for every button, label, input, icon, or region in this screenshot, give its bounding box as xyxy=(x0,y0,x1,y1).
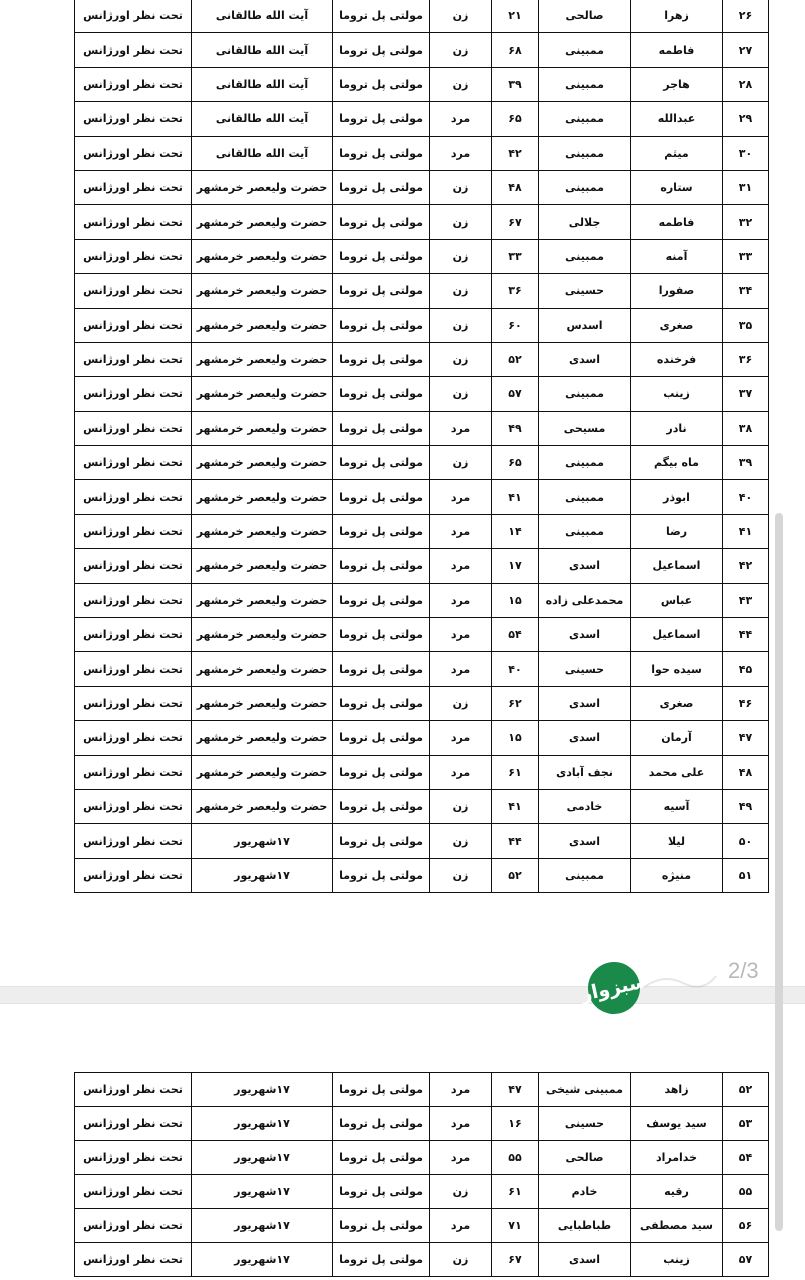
cell-first-name: سید مصطفی xyxy=(631,1209,723,1243)
cell-diagnosis: مولتی پل تروما xyxy=(333,1243,430,1277)
cell-hospital: آیت الله طالقانی xyxy=(192,136,333,170)
cell-age: ۴۹ xyxy=(492,411,539,445)
cell-diagnosis: مولتی پل تروما xyxy=(333,1175,430,1209)
cell-age: ۵۴ xyxy=(492,618,539,652)
cell-status: تحت نظر اورژانس xyxy=(75,1175,192,1209)
cell-age: ۵۵ xyxy=(492,1141,539,1175)
cell-diagnosis: مولتی پل تروما xyxy=(333,549,430,583)
cell-hospital: ۱۷شهریور xyxy=(192,1107,333,1141)
cell-diagnosis: مولتی پل تروما xyxy=(333,858,430,892)
casualty-table-top xyxy=(74,0,769,893)
cell-gender: مرد xyxy=(430,1141,492,1175)
table-row xyxy=(75,652,769,686)
cell-diagnosis: مولتی پل تروما xyxy=(333,480,430,514)
cell-gender: مرد xyxy=(430,721,492,755)
cell-last-name: حسینی xyxy=(539,1107,631,1141)
cell-diagnosis: مولتی پل تروما xyxy=(333,308,430,342)
cell-last-name: نجف آبادی xyxy=(539,755,631,789)
cell-gender: زن xyxy=(430,33,492,67)
cell-diagnosis: مولتی پل تروما xyxy=(333,342,430,376)
cell-hospital: ۱۷شهریور xyxy=(192,1209,333,1243)
cell-last-name: اسدی xyxy=(539,824,631,858)
cell-status: تحت نظر اورژانس xyxy=(75,1209,192,1243)
cell-last-name: ممبینی xyxy=(539,239,631,273)
cell-status: تحت نظر اورژانس xyxy=(75,0,192,33)
cell-first-name: صغری xyxy=(631,686,723,720)
cell-first-name: نادر xyxy=(631,411,723,445)
cell-diagnosis: مولتی پل تروما xyxy=(333,102,430,136)
table-row xyxy=(75,239,769,273)
cell-status: تحت نظر اورژانس xyxy=(75,136,192,170)
cell-hospital: حضرت ولیعصر خرمشهر xyxy=(192,170,333,204)
cell-hospital: حضرت ولیعصر خرمشهر xyxy=(192,755,333,789)
cell-row-number: ۳۸ xyxy=(723,411,769,445)
cell-first-name: سیده حوا xyxy=(631,652,723,686)
table-row xyxy=(75,446,769,480)
cell-last-name: ممبینی xyxy=(539,136,631,170)
cell-last-name: صالحی xyxy=(539,0,631,33)
cell-diagnosis: مولتی پل تروما xyxy=(333,170,430,204)
cell-hospital: آیت الله طالقانی xyxy=(192,0,333,33)
cell-row-number: ۴۴ xyxy=(723,618,769,652)
cell-row-number: ۴۹ xyxy=(723,789,769,823)
cell-hospital: ۱۷شهریور xyxy=(192,1243,333,1277)
cell-first-name: فرخنده xyxy=(631,342,723,376)
cell-row-number: ۲۶ xyxy=(723,0,769,33)
cell-row-number: ۳۳ xyxy=(723,239,769,273)
cell-hospital: ۱۷شهریور xyxy=(192,824,333,858)
cell-row-number: ۵۴ xyxy=(723,1141,769,1175)
table-row xyxy=(75,618,769,652)
cell-age: ۱۷ xyxy=(492,549,539,583)
cell-first-name: منیژه xyxy=(631,858,723,892)
cell-last-name: جلالی xyxy=(539,205,631,239)
cell-age: ۶۲ xyxy=(492,686,539,720)
cell-row-number: ۳۵ xyxy=(723,308,769,342)
table-row xyxy=(75,858,769,892)
cell-last-name: ممبینی xyxy=(539,170,631,204)
cell-age: ۳۶ xyxy=(492,274,539,308)
cell-status: تحت نظر اورژانس xyxy=(75,514,192,548)
cell-last-name: محمدعلی زاده xyxy=(539,583,631,617)
cell-diagnosis: مولتی پل تروما xyxy=(333,411,430,445)
cell-row-number: ۴۰ xyxy=(723,480,769,514)
cell-row-number: ۵۳ xyxy=(723,1107,769,1141)
cell-first-name: علی محمد xyxy=(631,755,723,789)
cell-row-number: ۴۳ xyxy=(723,583,769,617)
cell-hospital: ۱۷شهریور xyxy=(192,858,333,892)
cell-gender: مرد xyxy=(430,480,492,514)
cell-first-name: صغری xyxy=(631,308,723,342)
cell-row-number: ۴۵ xyxy=(723,652,769,686)
cell-last-name: ممبینی شیخی xyxy=(539,1073,631,1107)
cell-first-name: زینب xyxy=(631,377,723,411)
cell-first-name: ماه بیگم xyxy=(631,446,723,480)
cell-first-name: زینب xyxy=(631,1243,723,1277)
cell-row-number: ۳۱ xyxy=(723,170,769,204)
cell-gender: زن xyxy=(430,0,492,33)
cell-hospital: حضرت ولیعصر خرمشهر xyxy=(192,411,333,445)
cell-diagnosis: مولتی پل تروما xyxy=(333,377,430,411)
cell-hospital: حضرت ولیعصر خرمشهر xyxy=(192,205,333,239)
cell-age: ۴۸ xyxy=(492,170,539,204)
casualty-table-body xyxy=(75,1073,769,1277)
cell-first-name: عبدالله xyxy=(631,102,723,136)
cell-hospital: حضرت ولیعصر خرمشهر xyxy=(192,308,333,342)
cell-age: ۶۸ xyxy=(492,33,539,67)
table-row xyxy=(75,686,769,720)
cell-age: ۵۷ xyxy=(492,377,539,411)
cell-status: تحت نظر اورژانس xyxy=(75,308,192,342)
table-row xyxy=(75,1243,769,1277)
cell-gender: مرد xyxy=(430,1209,492,1243)
cell-last-name: ممبینی xyxy=(539,480,631,514)
cell-gender: زن xyxy=(430,274,492,308)
cell-gender: مرد xyxy=(430,755,492,789)
cell-hospital: آیت الله طالقانی xyxy=(192,67,333,101)
cell-status: تحت نظر اورژانس xyxy=(75,342,192,376)
cell-first-name: اسماعیل xyxy=(631,549,723,583)
cell-gender: زن xyxy=(430,377,492,411)
cell-diagnosis: مولتی پل تروما xyxy=(333,205,430,239)
cell-row-number: ۳۹ xyxy=(723,446,769,480)
table-row xyxy=(75,824,769,858)
cell-status: تحت نظر اورژانس xyxy=(75,411,192,445)
cell-diagnosis: مولتی پل تروما xyxy=(333,618,430,652)
cell-age: ۶۰ xyxy=(492,308,539,342)
cell-first-name: هاجر xyxy=(631,67,723,101)
casualty-table-body xyxy=(75,0,769,893)
cell-age: ۶۱ xyxy=(492,1175,539,1209)
cell-age: ۵۲ xyxy=(492,858,539,892)
casualty-table-bottom xyxy=(74,1072,769,1277)
table-row xyxy=(75,549,769,583)
cell-gender: زن xyxy=(430,686,492,720)
cell-gender: مرد xyxy=(430,102,492,136)
cell-gender: زن xyxy=(430,1243,492,1277)
table-row xyxy=(75,1107,769,1141)
cell-diagnosis: مولتی پل تروما xyxy=(333,274,430,308)
cell-row-number: ۳۷ xyxy=(723,377,769,411)
cell-last-name: اسدی xyxy=(539,721,631,755)
cell-last-name: اسدی xyxy=(539,342,631,376)
table-row xyxy=(75,342,769,376)
cell-age: ۱۵ xyxy=(492,721,539,755)
table-row xyxy=(75,308,769,342)
cell-last-name: صالحی xyxy=(539,1141,631,1175)
cell-last-name: ممبینی xyxy=(539,446,631,480)
cell-gender: زن xyxy=(430,342,492,376)
cell-gender: مرد xyxy=(430,136,492,170)
cell-diagnosis: مولتی پل تروما xyxy=(333,824,430,858)
cell-status: تحت نظر اورژانس xyxy=(75,1073,192,1107)
table-row xyxy=(75,1141,769,1175)
cell-age: ۳۹ xyxy=(492,67,539,101)
cell-row-number: ۵۷ xyxy=(723,1243,769,1277)
cell-first-name: آرمان xyxy=(631,721,723,755)
cell-status: تحت نظر اورژانس xyxy=(75,67,192,101)
cell-hospital: حضرت ولیعصر خرمشهر xyxy=(192,480,333,514)
cell-row-number: ۵۲ xyxy=(723,1073,769,1107)
cell-first-name: لیلا xyxy=(631,824,723,858)
cell-gender: مرد xyxy=(430,652,492,686)
table-row xyxy=(75,755,769,789)
logo-text: سبزوار xyxy=(578,970,650,1006)
cell-first-name: عباس xyxy=(631,583,723,617)
cell-first-name: آسیه xyxy=(631,789,723,823)
table-row xyxy=(75,205,769,239)
cell-first-name: ستاره xyxy=(631,170,723,204)
cell-age: ۱۴ xyxy=(492,514,539,548)
cell-first-name: فاطمه xyxy=(631,205,723,239)
cell-age: ۶۵ xyxy=(492,102,539,136)
table-row xyxy=(75,274,769,308)
cell-diagnosis: مولتی پل تروما xyxy=(333,33,430,67)
cell-last-name: اسدس xyxy=(539,308,631,342)
cell-last-name: ممبینی xyxy=(539,858,631,892)
cell-first-name: میثم xyxy=(631,136,723,170)
cell-last-name: ممبینی xyxy=(539,67,631,101)
cell-last-name: خادم xyxy=(539,1175,631,1209)
table-row xyxy=(75,1073,769,1107)
cell-age: ۲۱ xyxy=(492,0,539,33)
cell-row-number: ۳۶ xyxy=(723,342,769,376)
cell-diagnosis: مولتی پل تروما xyxy=(333,789,430,823)
cell-status: تحت نظر اورژانس xyxy=(75,721,192,755)
cell-hospital: حضرت ولیعصر خرمشهر xyxy=(192,789,333,823)
cell-last-name: اسدی xyxy=(539,618,631,652)
cell-first-name: آمنه xyxy=(631,239,723,273)
cell-age: ۷۱ xyxy=(492,1209,539,1243)
cell-gender: مرد xyxy=(430,583,492,617)
cell-last-name: طباطبایی xyxy=(539,1209,631,1243)
cell-diagnosis: مولتی پل تروما xyxy=(333,652,430,686)
cell-last-name: اسدی xyxy=(539,1243,631,1277)
cell-age: ۴۴ xyxy=(492,824,539,858)
cell-diagnosis: مولتی پل تروما xyxy=(333,239,430,273)
cell-gender: زن xyxy=(430,308,492,342)
cell-hospital: حضرت ولیعصر خرمشهر xyxy=(192,342,333,376)
cell-status: تحت نظر اورژانس xyxy=(75,239,192,273)
cell-gender: زن xyxy=(430,789,492,823)
cell-status: تحت نظر اورژانس xyxy=(75,583,192,617)
table-row xyxy=(75,411,769,445)
cell-row-number: ۳۴ xyxy=(723,274,769,308)
cell-first-name: اسماعیل xyxy=(631,618,723,652)
cell-last-name: ممبینی xyxy=(539,377,631,411)
cell-status: تحت نظر اورژانس xyxy=(75,1141,192,1175)
cell-hospital: حضرت ولیعصر خرمشهر xyxy=(192,239,333,273)
cell-status: تحت نظر اورژانس xyxy=(75,686,192,720)
cell-last-name: ممبینی xyxy=(539,514,631,548)
cell-age: ۶۷ xyxy=(492,205,539,239)
cell-row-number: ۲۹ xyxy=(723,102,769,136)
cell-status: تحت نظر اورژانس xyxy=(75,549,192,583)
cell-first-name: زاهد xyxy=(631,1073,723,1107)
cell-age: ۶۵ xyxy=(492,446,539,480)
cell-first-name: خدامراد xyxy=(631,1141,723,1175)
cell-status: تحت نظر اورژانس xyxy=(75,1243,192,1277)
cell-row-number: ۵۶ xyxy=(723,1209,769,1243)
table-row xyxy=(75,67,769,101)
cell-age: ۴۱ xyxy=(492,789,539,823)
cell-row-number: ۴۸ xyxy=(723,755,769,789)
cell-hospital: آیت الله طالقانی xyxy=(192,102,333,136)
cell-hospital: ۱۷شهریور xyxy=(192,1141,333,1175)
logo-swoosh-icon xyxy=(638,968,718,998)
cell-gender: زن xyxy=(430,858,492,892)
cell-status: تحت نظر اورژانس xyxy=(75,480,192,514)
cell-first-name: رقیه xyxy=(631,1175,723,1209)
table-row xyxy=(75,721,769,755)
cell-row-number: ۵۵ xyxy=(723,1175,769,1209)
cell-diagnosis: مولتی پل تروما xyxy=(333,67,430,101)
table-row xyxy=(75,136,769,170)
cell-age: ۶۷ xyxy=(492,1243,539,1277)
cell-age: ۵۲ xyxy=(492,342,539,376)
cell-last-name: اسدی xyxy=(539,549,631,583)
table-row xyxy=(75,583,769,617)
cell-row-number: ۵۱ xyxy=(723,858,769,892)
cell-age: ۴۰ xyxy=(492,652,539,686)
cell-last-name: ممبینی xyxy=(539,33,631,67)
cell-gender: زن xyxy=(430,67,492,101)
cell-gender: مرد xyxy=(430,1107,492,1141)
cell-row-number: ۳۰ xyxy=(723,136,769,170)
cell-gender: مرد xyxy=(430,411,492,445)
cell-status: تحت نظر اورژانس xyxy=(75,170,192,204)
cell-last-name: حسینی xyxy=(539,652,631,686)
cell-diagnosis: مولتی پل تروما xyxy=(333,755,430,789)
cell-status: تحت نظر اورژانس xyxy=(75,33,192,67)
cell-diagnosis: مولتی پل تروما xyxy=(333,721,430,755)
cell-gender: زن xyxy=(430,170,492,204)
cell-first-name: سید یوسف xyxy=(631,1107,723,1141)
cell-hospital: حضرت ولیعصر خرمشهر xyxy=(192,721,333,755)
cell-diagnosis: مولتی پل تروما xyxy=(333,686,430,720)
cell-hospital: آیت الله طالقانی xyxy=(192,33,333,67)
table-row xyxy=(75,33,769,67)
cell-row-number: ۲۷ xyxy=(723,33,769,67)
cell-row-number: ۵۰ xyxy=(723,824,769,858)
cell-diagnosis: مولتی پل تروما xyxy=(333,1073,430,1107)
cell-status: تحت نظر اورژانس xyxy=(75,652,192,686)
cell-last-name: ممبینی xyxy=(539,102,631,136)
cell-gender: زن xyxy=(430,824,492,858)
cell-status: تحت نظر اورژانس xyxy=(75,1107,192,1141)
cell-first-name: صفورا xyxy=(631,274,723,308)
cell-status: تحت نظر اورژانس xyxy=(75,789,192,823)
cell-diagnosis: مولتی پل تروما xyxy=(333,1141,430,1175)
table-row xyxy=(75,514,769,548)
cell-row-number: ۳۲ xyxy=(723,205,769,239)
cell-status: تحت نظر اورژانس xyxy=(75,618,192,652)
cell-gender: مرد xyxy=(430,1073,492,1107)
cell-status: تحت نظر اورژانس xyxy=(75,858,192,892)
cell-gender: مرد xyxy=(430,618,492,652)
table-row xyxy=(75,170,769,204)
page-indicator: 2/3 xyxy=(728,958,759,983)
cell-diagnosis: مولتی پل تروما xyxy=(333,583,430,617)
cell-first-name: فاطمه xyxy=(631,33,723,67)
cell-gender: زن xyxy=(430,446,492,480)
cell-diagnosis: مولتی پل تروما xyxy=(333,1107,430,1141)
table-row xyxy=(75,789,769,823)
scrollbar[interactable] xyxy=(775,513,783,1231)
cell-status: تحت نظر اورژانس xyxy=(75,755,192,789)
cell-diagnosis: مولتی پل تروما xyxy=(333,136,430,170)
table-row xyxy=(75,1209,769,1243)
cell-hospital: حضرت ولیعصر خرمشهر xyxy=(192,446,333,480)
cell-row-number: ۲۸ xyxy=(723,67,769,101)
cell-hospital: حضرت ولیعصر خرمشهر xyxy=(192,377,333,411)
cell-first-name: ابوذر xyxy=(631,480,723,514)
cell-last-name: اسدی xyxy=(539,686,631,720)
cell-first-name: زهرا xyxy=(631,0,723,33)
cell-diagnosis: مولتی پل تروما xyxy=(333,514,430,548)
cell-diagnosis: مولتی پل تروما xyxy=(333,1209,430,1243)
cell-status: تحت نظر اورژانس xyxy=(75,274,192,308)
cell-hospital: حضرت ولیعصر خرمشهر xyxy=(192,274,333,308)
cell-row-number: ۴۷ xyxy=(723,721,769,755)
cell-gender: زن xyxy=(430,1175,492,1209)
cell-last-name: حسینی xyxy=(539,274,631,308)
cell-row-number: ۴۱ xyxy=(723,514,769,548)
table-row xyxy=(75,0,769,33)
cell-status: تحت نظر اورژانس xyxy=(75,446,192,480)
cell-hospital: حضرت ولیعصر خرمشهر xyxy=(192,686,333,720)
cell-diagnosis: مولتی پل تروما xyxy=(333,0,430,33)
cell-hospital: ۱۷شهریور xyxy=(192,1073,333,1107)
cell-hospital: حضرت ولیعصر خرمشهر xyxy=(192,652,333,686)
cell-last-name: خادمی xyxy=(539,789,631,823)
cell-first-name: رضا xyxy=(631,514,723,548)
table-row xyxy=(75,377,769,411)
cell-age: ۳۳ xyxy=(492,239,539,273)
cell-hospital: حضرت ولیعصر خرمشهر xyxy=(192,618,333,652)
table-row xyxy=(75,480,769,514)
cell-gender: زن xyxy=(430,239,492,273)
cell-gender: مرد xyxy=(430,514,492,548)
cell-hospital: حضرت ولیعصر خرمشهر xyxy=(192,514,333,548)
cell-status: تحت نظر اورژانس xyxy=(75,102,192,136)
cell-age: ۴۲ xyxy=(492,136,539,170)
cell-status: تحت نظر اورژانس xyxy=(75,377,192,411)
cell-status: تحت نظر اورژانس xyxy=(75,824,192,858)
cell-last-name: مسیحی xyxy=(539,411,631,445)
cell-age: ۱۶ xyxy=(492,1107,539,1141)
cell-diagnosis: مولتی پل تروما xyxy=(333,446,430,480)
cell-row-number: ۴۲ xyxy=(723,549,769,583)
cell-hospital: ۱۷شهریور xyxy=(192,1175,333,1209)
cell-hospital: حضرت ولیعصر خرمشهر xyxy=(192,549,333,583)
cell-age: ۴۷ xyxy=(492,1073,539,1107)
cell-age: ۱۵ xyxy=(492,583,539,617)
cell-age: ۶۱ xyxy=(492,755,539,789)
cell-hospital: حضرت ولیعصر خرمشهر xyxy=(192,583,333,617)
cell-gender: مرد xyxy=(430,549,492,583)
cell-gender: زن xyxy=(430,205,492,239)
cell-row-number: ۴۶ xyxy=(723,686,769,720)
cell-age: ۴۱ xyxy=(492,480,539,514)
table-row xyxy=(75,1175,769,1209)
cell-status: تحت نظر اورژانس xyxy=(75,205,192,239)
table-row xyxy=(75,102,769,136)
